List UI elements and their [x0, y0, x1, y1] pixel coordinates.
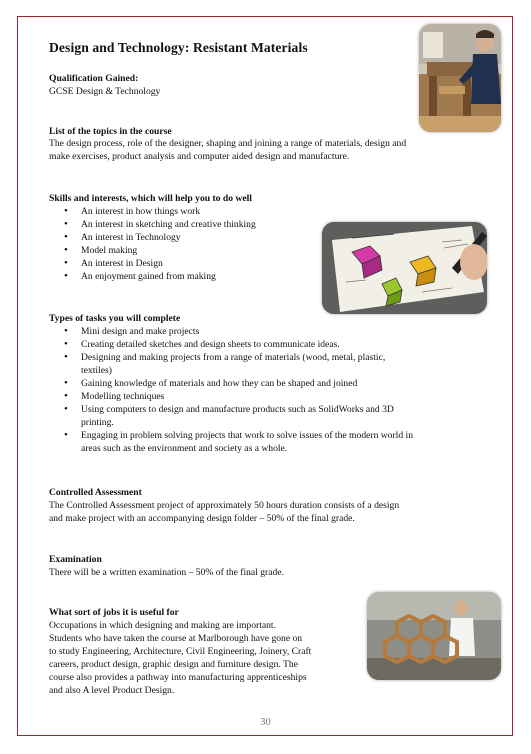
text-line: to study Engineering, Architecture, Civil Engineering, Joinery, Craft	[49, 646, 312, 657]
list-item: • An interest in how things work	[64, 205, 256, 218]
list-item: • Mini design and make projects	[64, 325, 413, 338]
controlled-assessment-heading: Controlled Assessment	[49, 487, 142, 498]
list-item: • Using computers to design and manufacture products such as SolidWorks and 3D printing.	[64, 403, 413, 429]
controlled-assessment-text	[49, 499, 399, 525]
page-title: Design and Technology: Resistant Materials	[49, 40, 308, 55]
jobs-text	[49, 619, 311, 697]
list-item: • An enjoyment gained from making	[64, 270, 256, 283]
text-line: course also provides a pathway into manufacturing apprenticeships	[49, 672, 307, 683]
list-item: • Designing and making projects from a range of materials (wood, metal, plastic, textiles)	[64, 351, 413, 377]
tasks-heading: Types of tasks you will complete	[49, 313, 181, 324]
list-item: • An interest in Design	[64, 257, 256, 270]
text-line: Occupations in which designing and making are important.	[49, 620, 276, 631]
text-line: make exercises, product analysis and computer aided design and manufacture.	[49, 151, 350, 162]
text-line: The design process, role of the designer, shaping and joining a range of materials, design and	[49, 138, 407, 149]
list-item: • Engaging in problem solving projects that work to solve issues of the modern world in areas such as the environment and society as a whole.	[64, 429, 413, 455]
page-number: 30	[260, 717, 271, 728]
list-item: • Creating detailed sketches and design sheets to communicate ideas.	[64, 338, 413, 351]
qualification-text: GCSE Design & Technology	[49, 86, 161, 97]
examination-text: There will be a written examination – 50% of the final grade.	[49, 567, 284, 578]
workshop-photo	[419, 24, 501, 132]
design-sketch-photo	[322, 222, 487, 314]
topics-heading: List of the topics in the course	[49, 126, 172, 137]
hexagon-shelf-photo	[367, 592, 501, 680]
text-line: and make project with an accompanying design folder – 50% of the final grade.	[49, 513, 355, 524]
qualification-heading: Qualification Gained:	[49, 73, 139, 84]
text-line: careers, product design, graphic design and furniture design. The	[49, 659, 298, 670]
list-item: • An interest in sketching and creative thinking	[64, 218, 256, 231]
list-item: • Gaining knowledge of materials and how they can be shaped and joined	[64, 377, 413, 390]
list-item: • Modelling techniques	[64, 390, 413, 403]
examination-heading: Examination	[49, 554, 102, 565]
list-item: • Model making	[64, 244, 256, 257]
skills-list	[64, 205, 256, 283]
text-line: and also A level Product Design.	[49, 685, 175, 696]
tasks-list	[64, 325, 413, 455]
topics-text	[49, 137, 406, 163]
skills-heading: Skills and interests, which will help you to do well	[49, 193, 252, 204]
jobs-heading: What sort of jobs it is useful for	[49, 607, 179, 618]
text-line: Students who have taken the course at Marlborough have gone on	[49, 633, 303, 644]
list-item: • An interest in Technology	[64, 231, 256, 244]
text-line: The Controlled Assessment project of approximately 50 hours duration consists of a design	[49, 500, 400, 511]
